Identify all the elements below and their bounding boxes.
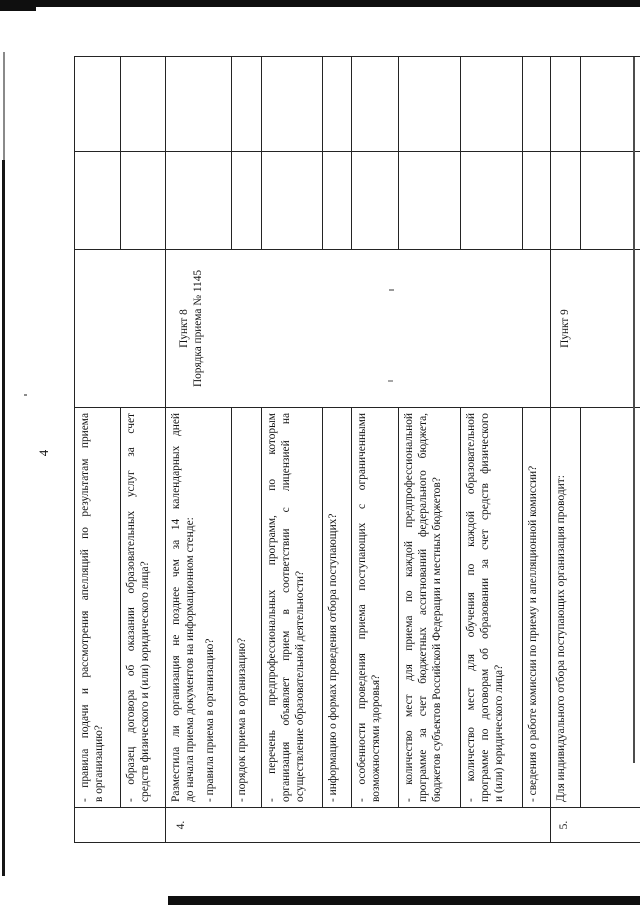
item4-number: 4. (175, 820, 187, 830)
empty-cell (262, 56, 323, 151)
question-cell-empty (581, 407, 640, 807)
ref-line: Пункт 8 (178, 309, 190, 348)
question-line: Для индивидуального отбора поступающих организация проводит: (555, 475, 567, 802)
num-cell-item4 (166, 807, 551, 842)
scan-speck (388, 380, 393, 382)
question-line: - информацию о формах проведения отбора поступающих? (327, 513, 339, 802)
scan-edge-bottom (168, 896, 640, 905)
empty-cell (166, 151, 232, 249)
question-line: - особенности проведения приема поступающих с ограниченными (356, 413, 368, 802)
num-cell-item5 (551, 807, 640, 842)
empty-cell (232, 151, 262, 249)
empty-cell (323, 151, 352, 249)
empty-cell (461, 151, 523, 249)
empty-cell (551, 56, 581, 151)
empty-cell (121, 151, 166, 249)
question-line: - количество мест для обучения по каждой образовательной (465, 413, 477, 802)
empty-cell (352, 151, 399, 249)
question-line: осуществление образовательной деятельности? (294, 570, 306, 802)
empty-cell (523, 56, 551, 151)
question-line: программе по договорам об образовании за счет средств физического (479, 413, 491, 802)
question-cell (232, 407, 262, 807)
page-number: 4 (36, 449, 51, 457)
question-line: и (или) юридического лица? (493, 664, 505, 802)
ref-line: Пункт 9 (559, 309, 571, 348)
question-line: возможностями здоровья? (370, 674, 382, 802)
empty-cell (232, 56, 262, 151)
empty-cell (399, 151, 461, 249)
question-cell (523, 407, 551, 807)
question-line: Разместила ли организация не позднее чем за 14 календарных дней (170, 413, 182, 802)
ref-line: Порядка приема № 1145 (192, 270, 204, 387)
question-line: - правила приема в организацию? (204, 638, 216, 802)
question-cell (262, 407, 323, 807)
checklist-table (74, 56, 640, 843)
empty-cell (581, 56, 640, 151)
question-line: - образец договора об оказании образовательных услуг за счет (125, 413, 137, 802)
question-line: - правила подачи и рассмотрения апелляций по результатам приема (79, 413, 91, 802)
empty-cell (551, 151, 581, 249)
question-line: бюджетов субъектов Российской Федерации и местных бюджетов? (431, 477, 443, 802)
question-line: - количество мест для приема по каждой предпрофессиональной (403, 413, 415, 802)
ref-cell-item4 (166, 249, 551, 407)
scan-edge-left (2, 160, 5, 876)
empty-cell (121, 56, 166, 151)
question-cell (551, 407, 581, 807)
question-line: программе за счет бюджетных ассигнований федерального бюджета, (417, 413, 429, 802)
item5-number: 5. (558, 820, 570, 830)
question-line: в организацию? (93, 725, 105, 802)
scan-edge-top (0, 0, 640, 7)
scan-edge-top-corner (0, 0, 36, 11)
scan-speck (389, 289, 394, 291)
scan-edge-right (633, 57, 635, 763)
question-cell (399, 407, 461, 807)
question-cell (166, 407, 232, 807)
empty-cell (581, 151, 640, 249)
question-cell (461, 407, 523, 807)
question-line: - сведения о работе комиссии по приему и апелляционной комиссии? (527, 465, 539, 802)
question-cell (75, 407, 121, 807)
empty-cell (75, 151, 121, 249)
empty-cell (323, 56, 352, 151)
question-line: - перечень предпрофессиональных программ, по которым (266, 413, 278, 802)
ref-cell-item3 (75, 249, 166, 407)
empty-cell (166, 56, 232, 151)
empty-cell (352, 56, 399, 151)
num-cell-item3 (75, 807, 166, 842)
question-line: - порядок приема в организацию? (236, 637, 248, 802)
question-line: организация объявляет прием в соответствии с лицензией на (280, 413, 292, 802)
question-cell (323, 407, 352, 807)
ref-cell-item5 (551, 249, 640, 407)
empty-cell (262, 151, 323, 249)
empty-cell (399, 56, 461, 151)
question-cell (352, 407, 399, 807)
empty-cell (75, 56, 121, 151)
question-line: средств физического и (или) юридического лица? (139, 561, 151, 802)
question-line: до начала приема документов на информационном стенде: (184, 517, 196, 802)
empty-cell (461, 56, 523, 151)
scan-edge-left-light (3, 52, 5, 164)
scan-speck (24, 394, 27, 396)
empty-cell (523, 151, 551, 249)
question-cell (121, 407, 166, 807)
